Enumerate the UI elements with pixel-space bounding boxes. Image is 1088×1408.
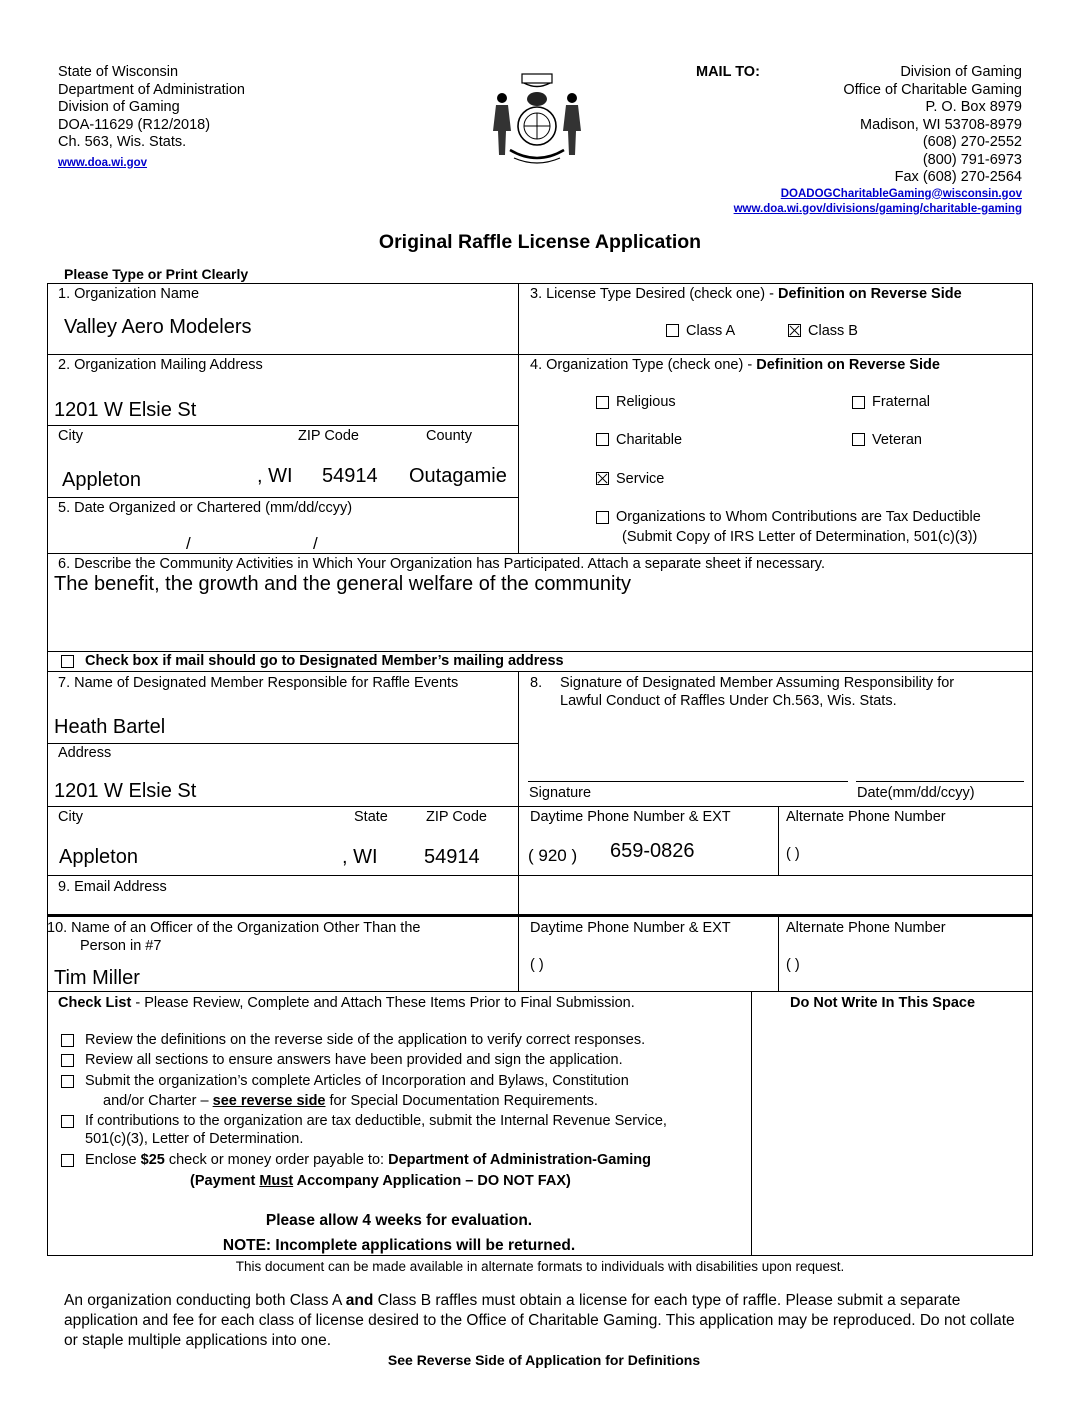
- activities-label: 6. Describe the Community Activities in Which Your Organization has Participated. Attach a separate sheet if necessary.: [58, 556, 826, 572]
- fraternal-label: Fraternal: [872, 394, 931, 410]
- mail-line: P. O. Box 8979: [925, 99, 1022, 115]
- daytime-phone-field[interactable]: 659-0826: [610, 840, 695, 862]
- signature-date-label: Date(mm/dd/ccyy): [857, 785, 975, 801]
- veteran-label: Veteran: [872, 432, 922, 448]
- org-name-field[interactable]: Valley Aero Modelers: [64, 316, 252, 338]
- class-a-label: Class A: [686, 323, 736, 339]
- officer-name-field[interactable]: Tim Miller: [54, 967, 140, 989]
- instruction-text: Please Type or Print Clearly: [64, 266, 249, 282]
- agency-line: State of Wisconsin: [58, 64, 179, 80]
- designated-member-label: 7. Name of Designated Member Responsible for Raffle Events: [58, 675, 459, 691]
- area-code-field[interactable]: ( 920 ): [528, 846, 578, 865]
- class-a-checkbox[interactable]: [666, 324, 679, 337]
- fraternal-checkbox[interactable]: [852, 396, 865, 409]
- class-b-checkbox[interactable]: [788, 324, 801, 337]
- mail-line: Madison, WI 53708-8979: [859, 116, 1022, 133]
- agency-website-link[interactable]: www.doa.wi.gov: [58, 156, 148, 169]
- license-type-label: 3. License Type Desired (check one) - Definition on Reverse Side: [530, 286, 962, 302]
- checklist-checkbox[interactable]: [61, 1034, 74, 1047]
- see-reverse-note: See Reverse Side of Application for Definitions: [387, 1352, 701, 1368]
- checklist-item-cont: 501(c)(3), Letter of Determination.: [85, 1131, 304, 1147]
- veteran-checkbox[interactable]: [852, 433, 865, 446]
- officer-label-cont: Person in #7: [80, 938, 162, 954]
- mail-line: Office of Charitable Gaming: [843, 81, 1022, 98]
- see-reverse-link: see reverse side: [212, 1093, 326, 1109]
- member-zip-label: ZIP Code: [426, 809, 487, 825]
- org-name-label: 1. Organization Name: [58, 286, 200, 302]
- zip-field[interactable]: 54914: [322, 465, 378, 487]
- checklist-item-cont: and/or Charter – see reverse side for Special Documentation Requirements.: [103, 1093, 598, 1109]
- mail-designated-checkbox[interactable]: [61, 655, 74, 668]
- county-field[interactable]: Outagamie: [409, 465, 507, 487]
- signature-section-label: Signature of Designated Member Assuming Responsibility for: [560, 675, 955, 691]
- city-field[interactable]: Appleton: [62, 469, 141, 491]
- mail-line: Division of Gaming: [900, 64, 1022, 80]
- alternate-phone-field[interactable]: ( ): [786, 846, 800, 862]
- checklist-item: If contributions to the organization are tax deductible, submit the Internal Revenue Service,: [85, 1113, 667, 1129]
- member-state-field[interactable]: , WI: [342, 846, 378, 868]
- checklist-item: Review all sections to ensure answers have been provided and sign the application.: [85, 1052, 623, 1068]
- activities-field[interactable]: The benefit, the growth and the general welfare of the community: [54, 573, 632, 595]
- member-city-field[interactable]: Appleton: [59, 846, 138, 868]
- charitable-checkbox[interactable]: [596, 433, 609, 446]
- org-type-label: 4. Organization Type (check one) - Definition on Reverse Side: [530, 357, 940, 373]
- agency-line: Ch. 563, Wis. Stats.: [58, 134, 187, 150]
- member-city-label: City: [58, 809, 83, 825]
- mail-line: (608) 270-2552: [922, 134, 1022, 150]
- class-b-label: Class B: [808, 323, 858, 339]
- signature-field[interactable]: [528, 740, 848, 780]
- officer-alternate-phone-field[interactable]: ( ): [786, 957, 800, 973]
- payment-note: (Payment Must Accompany Application – DO NOT FAX): [190, 1173, 571, 1189]
- email-field[interactable]: [160, 878, 1020, 912]
- date-slash: /: [186, 534, 191, 553]
- checklist-checkbox[interactable]: [61, 1054, 74, 1067]
- date-organized-label: 5. Date Organized or Chartered (mm/dd/ccyy): [58, 500, 353, 516]
- checklist-item: Enclose $25 check or money order payable to: Department of Administration-Gaming: [85, 1152, 651, 1168]
- irs-letter-note: (Submit Copy of IRS Letter of Determination, 501(c)(3)): [622, 529, 978, 545]
- county-label: County: [426, 428, 472, 444]
- checklist-item: Review the definitions on the reverse side of the application to verify correct responses.: [85, 1032, 646, 1048]
- footer-paragraph: An organization conducting both Class A and Class B raffles must obtain a license for each type of raffle. Please submit a separate application and fee for each class of license desired to the Office of Charitable Gaming. This application may be reproduced. Do not collate or staple multiple applications into one.: [64, 1292, 1015, 1349]
- definition-note: Definition on Reverse Side: [756, 357, 940, 373]
- alternate-formats-note: This document can be made available in alternate formats to individuals with disabilities upon request.: [235, 1259, 845, 1274]
- officer-daytime-phone-label: Daytime Phone Number & EXT: [530, 920, 731, 936]
- agency-line: Division of Gaming: [58, 99, 180, 115]
- member-name-field[interactable]: Heath Bartel: [54, 716, 166, 738]
- date-organized-field[interactable]: [100, 532, 400, 552]
- member-state-label: State: [354, 809, 388, 825]
- date-slash: /: [313, 534, 318, 553]
- definition-note: Definition on Reverse Side: [777, 286, 962, 302]
- form-title: Original Raffle License Application: [378, 231, 702, 253]
- service-checkbox[interactable]: [596, 472, 609, 485]
- member-address-field[interactable]: 1201 W Elsie St: [54, 780, 197, 802]
- tax-deductible-label: Organizations to Whom Contributions are Tax Deductible: [616, 509, 981, 525]
- incomplete-note: NOTE: Incomplete applications will be returned.: [222, 1237, 576, 1254]
- checklist-checkbox[interactable]: [61, 1154, 74, 1167]
- member-zip-field[interactable]: 54914: [424, 846, 480, 868]
- mail-line: Fax (608) 270-2564: [894, 169, 1022, 185]
- agency-block: [58, 64, 245, 172]
- officer-label: 10. Name of an Officer of the Organization Other Than the: [47, 920, 421, 936]
- mail-line: (800) 791-6973: [922, 151, 1022, 168]
- agency-line: Department of Administration: [58, 81, 245, 98]
- alternate-phone-label: Alternate Phone Number: [786, 809, 946, 825]
- signature-date-field[interactable]: [856, 740, 1024, 780]
- mail-to-block: [734, 64, 1022, 217]
- mail-to-label: MAIL TO:: [696, 64, 760, 80]
- signature-section-label: Lawful Conduct of Raffles Under Ch.563, Wis. Stats.: [560, 693, 897, 709]
- religious-label: Religious: [616, 394, 676, 410]
- checklist-checkbox[interactable]: [61, 1075, 74, 1088]
- checklist-item: Submit the organization’s complete Articles of Incorporation and Bylaws, Constitution: [85, 1073, 629, 1089]
- checklist-title: Check List - Please Review, Complete and Attach These Items Prior to Final Submission.: [58, 995, 635, 1011]
- signature-section-number: 8.: [530, 675, 543, 691]
- mailing-address-field[interactable]: 1201 W Elsie St: [54, 399, 197, 421]
- city-label: City: [58, 428, 83, 444]
- state-field[interactable]: , WI: [257, 465, 293, 487]
- officer-alternate-phone-label: Alternate Phone Number: [786, 920, 946, 936]
- office-use-label: Do Not Write In This Space: [790, 995, 976, 1011]
- email-link[interactable]: DOADOGCharitableGaming@wisconsin.gov: [780, 187, 1022, 200]
- tax-deductible-checkbox[interactable]: [596, 511, 609, 524]
- address-label: Address: [58, 745, 112, 761]
- signature-label: Signature: [529, 785, 592, 801]
- wisconsin-seal-icon: [486, 72, 588, 168]
- charitable-label: Charitable: [616, 432, 683, 448]
- zip-label: ZIP Code: [298, 428, 359, 444]
- checklist-checkbox[interactable]: [61, 1115, 74, 1128]
- mail-designated-label: Check box if mail should go to Designated Member’s mailing address: [85, 653, 564, 669]
- daytime-phone-label: Daytime Phone Number & EXT: [530, 809, 731, 825]
- mailing-address-label: 2. Organization Mailing Address: [58, 357, 263, 373]
- religious-checkbox[interactable]: [596, 396, 609, 409]
- email-label: 9. Email Address: [58, 879, 167, 895]
- officer-daytime-phone-field[interactable]: ( ): [530, 957, 544, 973]
- service-label: Service: [616, 471, 665, 487]
- evaluation-note: Please allow 4 weeks for evaluation.: [265, 1212, 533, 1229]
- gaming-website-link[interactable]: www.doa.wi.gov/divisions/gaming/charitable-gaming: [733, 202, 1022, 215]
- agency-line: DOA-11629 (R12/2018): [58, 116, 211, 133]
